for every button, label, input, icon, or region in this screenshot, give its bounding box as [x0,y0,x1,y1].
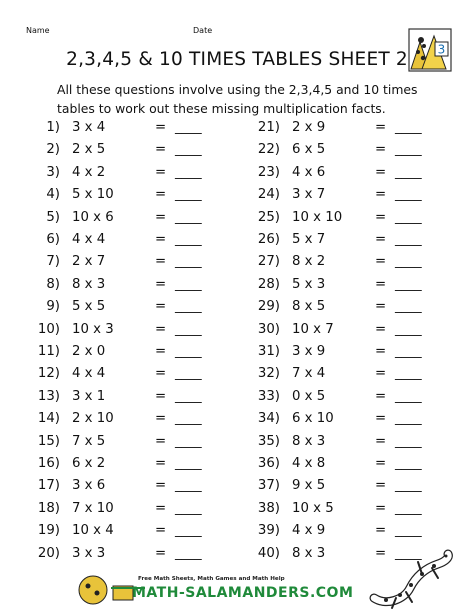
question-expression: 2 x 0 [72,344,106,359]
equals-sign: = [375,478,387,494]
question-number: 21) [257,120,280,135]
question-item [250,275,450,295]
answer-blank[interactable]: ____ [395,478,422,494]
question-item [250,364,450,384]
question-expression: 3 x 3 [72,545,106,561]
question-item [250,454,450,474]
question-number: 11) [37,344,60,359]
question-number: 8) [46,276,60,292]
equals-sign: = [375,299,387,315]
equals-sign: = [375,456,387,471]
question-expression: 7 x 4 [292,366,326,382]
question-number: 14) [37,411,60,427]
equals-sign: = [375,164,387,180]
question-number: 20) [37,545,60,561]
question-number: 37) [257,478,280,494]
question-number: 26) [257,232,280,247]
date-label: Date [193,26,213,35]
question-item [30,476,230,496]
equals-sign: = [155,545,167,561]
answer-blank[interactable]: ____ [395,254,422,270]
answer-blank[interactable]: ____ [395,523,422,539]
question-item [30,409,230,429]
question-item [30,499,230,519]
answer-blank[interactable]: ____ [175,545,202,561]
question-number: 16) [37,456,60,471]
question-number: 9) [46,299,60,315]
question-number: 15) [37,433,60,449]
question-expression: 5 x 5 [72,299,106,315]
equals-sign: = [155,120,167,135]
question-expression: 5 x 3 [292,276,326,292]
grade-logo-icon [408,28,452,72]
question-expression: 4 x 4 [72,366,106,382]
question-expression: 3 x 9 [292,344,326,359]
question-expression: 4 x 9 [292,523,326,539]
question-number: 17) [37,478,60,494]
answer-blank[interactable]: ____ [175,209,202,225]
question-expression: 0 x 5 [292,388,326,404]
equals-sign: = [155,209,167,225]
answer-blank[interactable]: ____ [175,388,202,404]
question-number: 19) [37,523,60,539]
equals-sign: = [155,142,167,158]
question-number: 27) [257,254,280,270]
question-item [250,409,450,429]
equals-sign: = [155,232,167,247]
question-item [250,342,450,362]
answer-blank[interactable]: ____ [175,142,202,158]
question-number: 36) [257,456,280,471]
equals-sign: = [155,456,167,471]
question-item [250,252,450,272]
footer-tagline: Free Math Sheets, Math Games and Math Help [138,576,285,582]
equals-sign: = [155,478,167,494]
question-expression: 4 x 6 [292,164,326,180]
answer-blank[interactable]: ____ [175,120,202,135]
question-expression: 10 x 5 [292,500,334,516]
question-expression: 4 x 4 [72,232,106,247]
answer-blank[interactable]: ____ [395,433,422,449]
answer-blank[interactable]: ____ [175,366,202,382]
question-item [30,208,230,228]
question-number: 13) [37,388,60,404]
question-item [30,297,230,317]
answer-blank[interactable]: ____ [395,545,422,561]
question-expression: 2 x 5 [72,142,106,158]
question-expression: 5 x 7 [292,232,326,247]
answer-blank[interactable]: ____ [175,321,202,337]
question-item [30,185,230,205]
question-number: 3) [46,164,60,180]
question-expression: 8 x 2 [292,254,326,270]
footer-site-link[interactable]: MATH-SALAMANDERS.COM [132,585,354,601]
answer-blank[interactable]: ____ [395,232,422,247]
answer-blank[interactable]: ____ [395,500,422,516]
equals-sign: = [155,254,167,270]
answer-blank[interactable]: ____ [175,500,202,516]
answer-blank[interactable]: ____ [395,366,422,382]
equals-sign: = [375,232,387,247]
question-expression: 2 x 7 [72,254,106,270]
page-title: 2,3,4,5 & 10 TIMES TABLES SHEET 2 [66,49,408,70]
answer-blank[interactable]: ____ [175,478,202,494]
question-expression: 8 x 3 [72,276,106,292]
question-number: 18) [37,500,60,516]
equals-sign: = [155,500,167,516]
question-expression: 10 x 10 [292,209,343,225]
question-item [250,140,450,160]
question-item [30,387,230,407]
answer-blank[interactable]: ____ [175,299,202,315]
answer-blank[interactable]: ____ [175,433,202,449]
question-number: 25) [257,209,280,225]
question-expression: 10 x 7 [292,321,334,337]
equals-sign: = [375,388,387,404]
answer-blank[interactable]: ____ [395,321,422,337]
question-number: 31) [257,344,280,359]
answer-blank[interactable]: ____ [395,142,422,158]
answer-blank[interactable]: ____ [175,254,202,270]
question-number: 10) [37,321,60,337]
equals-sign: = [375,366,387,382]
question-item [30,118,230,138]
question-number: 28) [257,276,280,292]
equals-sign: = [375,500,387,516]
question-item [250,320,450,340]
question-item [250,499,450,519]
equals-sign: = [155,344,167,359]
question-item [30,230,230,250]
answer-blank[interactable]: ____ [175,232,202,247]
equals-sign: = [375,276,387,292]
question-number: 2) [46,142,60,158]
equals-sign: = [375,545,387,561]
question-item [250,185,450,205]
equals-sign: = [155,164,167,180]
equals-sign: = [375,433,387,449]
answer-blank[interactable]: ____ [395,344,422,359]
question-item [250,521,450,541]
question-item [250,163,450,183]
answer-blank[interactable]: ____ [395,388,422,404]
question-item [250,297,450,317]
equals-sign: = [375,254,387,270]
question-expression: 6 x 5 [292,142,326,158]
question-number: 30) [257,321,280,337]
question-expression: 8 x 5 [292,299,326,315]
equals-sign: = [155,433,167,449]
answer-blank[interactable]: ____ [175,187,202,203]
question-expression: 7 x 10 [72,500,114,516]
question-expression: 8 x 3 [292,545,326,561]
question-expression: 2 x 9 [292,120,326,135]
question-item [250,118,450,138]
question-number: 23) [257,164,280,180]
question-number: 6) [46,232,60,247]
question-expression: 6 x 2 [72,456,106,471]
question-item [250,230,450,250]
question-number: 34) [257,411,280,427]
answer-blank[interactable]: ____ [395,187,422,203]
question-number: 4) [46,187,60,203]
question-expression: 10 x 6 [72,209,114,225]
question-item [250,432,450,452]
name-label: Name [26,26,50,35]
question-item [250,476,450,496]
answer-blank[interactable]: ____ [395,164,422,180]
equals-sign: = [375,411,387,427]
question-item [30,163,230,183]
answer-blank[interactable]: ____ [175,164,202,180]
question-expression: 3 x 7 [292,187,326,203]
question-expression: 8 x 3 [292,433,326,449]
question-expression: 10 x 3 [72,321,114,337]
question-expression: 3 x 6 [72,478,106,494]
question-expression: 5 x 10 [72,187,114,203]
equals-sign: = [155,321,167,337]
question-item [30,140,230,160]
equals-sign: = [155,276,167,292]
question-item [30,432,230,452]
equals-sign: = [375,120,387,135]
equals-sign: = [155,523,167,539]
equals-sign: = [155,411,167,427]
equals-sign: = [155,366,167,382]
answer-blank[interactable]: ____ [395,276,422,292]
question-number: 22) [257,142,280,158]
equals-sign: = [375,321,387,337]
question-item [30,521,230,541]
question-number: 24) [257,187,280,203]
answer-blank[interactable]: ____ [175,344,202,359]
question-expression: 6 x 10 [292,411,334,427]
answer-blank[interactable]: ____ [395,411,422,427]
question-item [30,544,230,564]
question-number: 7) [46,254,60,270]
equals-sign: = [155,299,167,315]
answer-blank[interactable]: ____ [395,120,422,135]
question-item [30,342,230,362]
question-expression: 9 x 5 [292,478,326,494]
question-item [250,208,450,228]
instructions: All these questions involve using the 2,3,4,5 and 10 times tables to work out these missing multiplication facts. [57,82,418,116]
question-number: 35) [257,433,280,449]
question-number: 1) [46,120,60,135]
question-item [30,252,230,272]
question-item [30,320,230,340]
question-number: 32) [257,366,280,382]
answer-blank[interactable]: ____ [395,456,422,471]
question-number: 5) [46,209,60,225]
question-expression: 3 x 4 [72,120,106,135]
question-item [30,454,230,474]
equals-sign: = [375,142,387,158]
question-expression: 4 x 8 [292,456,326,471]
answer-blank[interactable]: ____ [395,209,422,225]
equals-sign: = [155,187,167,203]
answer-blank[interactable]: ____ [175,523,202,539]
equals-sign: = [375,187,387,203]
question-item [250,387,450,407]
question-expression: 4 x 2 [72,164,106,180]
salamander-icon [366,548,456,610]
grade-badge: 3 [437,42,446,57]
question-number: 29) [257,299,280,315]
question-number: 38) [257,500,280,516]
equals-sign: = [155,388,167,404]
equals-sign: = [375,344,387,359]
question-expression: 10 x 4 [72,523,114,539]
answer-blank[interactable]: ____ [395,299,422,315]
question-number: 39) [257,523,280,539]
equals-sign: = [375,209,387,225]
answer-blank[interactable]: ____ [175,456,202,471]
question-item [30,275,230,295]
equals-sign: = [375,523,387,539]
question-expression: 7 x 5 [72,433,106,449]
question-expression: 2 x 10 [72,411,114,427]
question-expression: 3 x 1 [72,388,106,404]
question-number: 12) [37,366,60,382]
answer-blank[interactable]: ____ [175,276,202,292]
question-number: 33) [257,388,280,404]
question-item [30,364,230,384]
question-number: 40) [257,545,280,561]
answer-blank[interactable]: ____ [175,411,202,427]
